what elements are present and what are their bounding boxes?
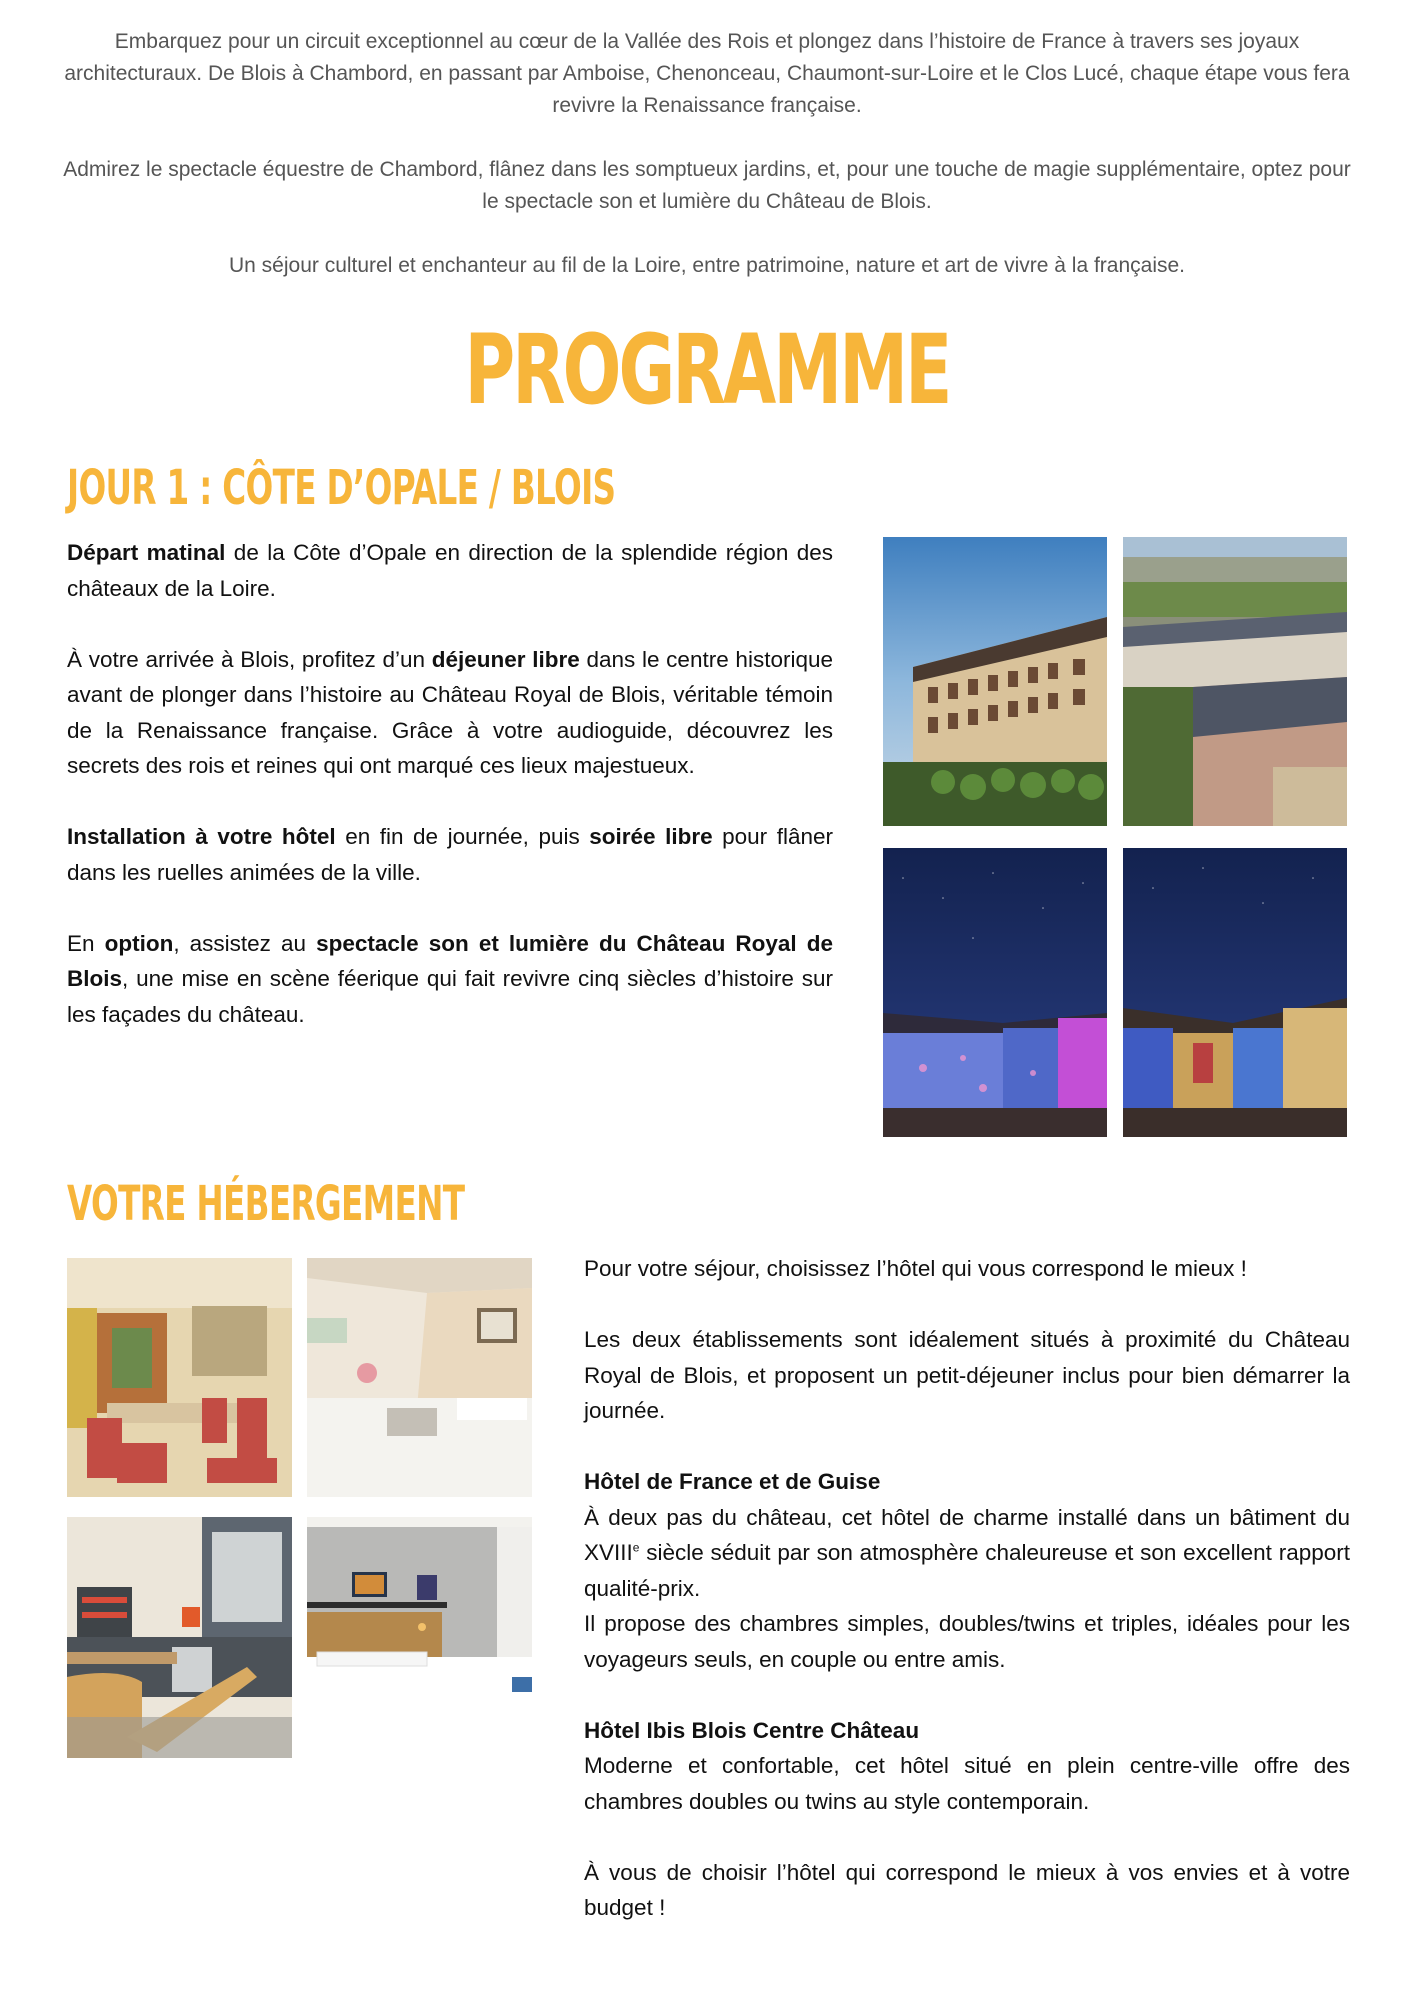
superscript: e	[632, 1540, 640, 1555]
hotel-card-ibis	[584, 1713, 1350, 1820]
text: en fin de journée, puis	[335, 824, 590, 849]
day1-paragraph-option	[67, 926, 833, 1033]
photo-blois-facade	[883, 537, 1107, 826]
bold-text: Départ matinal	[67, 540, 226, 565]
accommodation-intro-1: Pour votre séjour, choisissez l’hôtel qui vous correspond le mieux !	[584, 1256, 1247, 1281]
bold-text: Installation à votre hôtel	[67, 824, 336, 849]
text: , assistez au	[173, 930, 317, 956]
hotel-description	[584, 1500, 1350, 1607]
day1-paragraph-hotel	[67, 819, 833, 890]
accommodation-intro-2: Les deux établissements sont idéalement situés à proximité du Château Royal de Blois, et proposent un petit-déjeuner inclus pour bien démarrer la journée.	[584, 1327, 1350, 1423]
photo-blois-aerial	[1123, 537, 1347, 826]
day1-description	[67, 535, 833, 1032]
hotel-description: Moderne et confortable, cet hôtel situé en plein centre-ville offre des chambres doubles ou twins au style contemporain.	[584, 1753, 1350, 1814]
intro-paragraph: Admirez le spectacle équestre de Chambord, flânez dans les somptueux jardins, et, pour une touche de magie supplémentaire, optez pour le spectacle son et lumière du Château de Blois.	[63, 158, 1351, 213]
text: À deux pas du château, cet hôtel de charme installé dans un bâtiment du XVIII	[584, 1504, 1350, 1565]
photo-ibis-bedroom	[307, 1517, 532, 1758]
text: siècle séduit par son atmosphère chaleureuse et son excellent rapport qualité-prix.	[584, 1540, 1350, 1601]
intro-section	[62, 26, 1352, 282]
hotel-rooms: Il propose des chambres simples, doubles/twins et triples, idéales pour les voyageurs seuls, en couple ou entre amis.	[584, 1611, 1350, 1672]
day1-paragraph-departure	[67, 535, 833, 606]
hotel-name: Hôtel Ibis Blois Centre Château	[584, 1717, 920, 1743]
intro-paragraph: Embarquez pour un circuit exceptionnel au cœur de la Vallée des Rois et plongez dans l’histoire de France à travers ses joyaux architecturaux. De Blois à Chambord, en passant par Amboise, Chenonceau, Chaumont-sur-Loire et le Clos Lucé, chaque étape vous fera revivre la Renaissance française.	[64, 30, 1350, 117]
bold-text: déjeuner libre	[431, 646, 580, 672]
intro-paragraph: Un séjour culturel et enchanteur au fil de la Loire, entre patrimoine, nature et art de vivre à la française.	[228, 254, 1186, 277]
day1-paragraph-arrival	[67, 642, 833, 784]
programme-title: PROGRAMME	[464, 314, 950, 426]
text: dans le centre historique avant de plonger dans l’histoire au Château Royal de Blois, véritable témoin de la Renaissance française. Grâce à votre audioguide, découvrez les secrets des rois et reines qui ont marqué ces lieux majestueux.	[67, 646, 833, 778]
bold-text: soirée libre	[589, 824, 713, 849]
text: , une mise en scène féerique qui fait revivre cinq siècles d’histoire sur les façades du château.	[67, 966, 833, 1027]
day1-heading: JOUR 1 : CÔTE D’OPALE / BLOIS	[67, 460, 616, 516]
photo-sound-light-show-1	[883, 848, 1107, 1137]
photo-ibis-breakfast-area	[67, 1517, 292, 1758]
text: À votre arrivée à Blois, profitez d’un	[67, 646, 432, 672]
photo-hotel-france-bedroom	[307, 1258, 532, 1497]
bold-text: spectacle son et lumière du Château Royal de Blois	[67, 930, 834, 991]
text: de la Côte d’Opale en direction de la splendide région des châteaux de la Loire.	[67, 540, 833, 601]
text: En	[67, 930, 105, 956]
bold-text: option	[104, 930, 174, 956]
photo-sound-light-show-2	[1123, 848, 1347, 1137]
photo-hotel-france-breakfast-room	[67, 1258, 292, 1497]
hotel-card-france-guise	[584, 1464, 1350, 1677]
accommodation-description	[584, 1251, 1350, 1926]
accommodation-closing: À vous de choisir l’hôtel qui correspond le mieux à vos envies et à votre budget !	[584, 1859, 1350, 1920]
accommodation-heading: VOTRE HÉBERGEMENT	[67, 1176, 465, 1232]
text: pour flâner dans les ruelles animées de la ville.	[67, 824, 833, 885]
hotel-name: Hôtel de France et de Guise	[584, 1469, 881, 1494]
